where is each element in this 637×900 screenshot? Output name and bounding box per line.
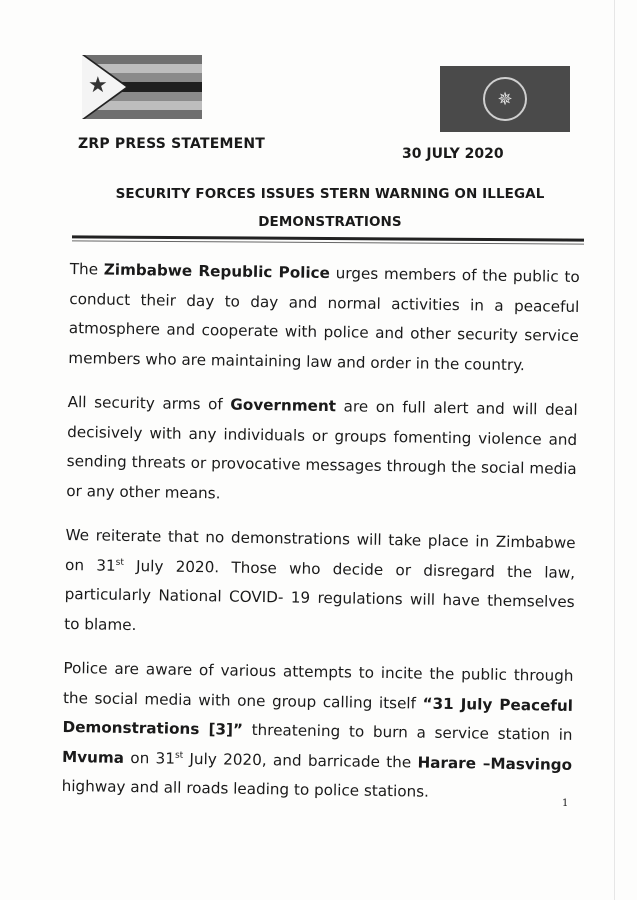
paragraph-1: The Zimbabwe Republic Police urges members of the public to conduct their day to day and normal activities in a peaceful atmosphere and cooperate with police and other security service members who are maintaining law and order in the country. bbox=[68, 259, 580, 374]
paragraph-4: Police are aware of various attempts to incite the public through the social media with one group calling itself “31 July Peaceful Demonstrations [3]” threatening to burn a service station in Mvuma on 31st July 2020, and barricade the Harare –Masvingo highway and all roads leading to police stations. bbox=[61, 658, 574, 801]
page-number: 1 bbox=[562, 798, 569, 809]
statement-body bbox=[61, 255, 580, 824]
statement-title bbox=[60, 180, 600, 236]
press-statement-label: ZRP PRESS STATEMENT bbox=[78, 136, 266, 152]
zimbabwe-flag-icon bbox=[82, 55, 202, 119]
flag-star-icon: ★ bbox=[88, 73, 108, 98]
statement-date: 30 JULY 2020 bbox=[402, 146, 504, 162]
page-edge bbox=[614, 0, 615, 900]
title-line-1: SECURITY FORCES ISSUES STERN WARNING ON ILLEGAL bbox=[115, 186, 545, 202]
paragraph-2: All security arms of Government are on full alert and will deal decisively with any individuals or groups fomenting violence and sending threats or provocative messages through the social media or any other means. bbox=[66, 392, 578, 502]
zrp-emblem-icon bbox=[440, 66, 570, 132]
paragraph-3: We reiterate that no demonstrations will take place in Zimbabwe on 31st July 2020. Those who decide or disregard the law, particularly National COVID- 19 regulations will have themselves to blame. bbox=[64, 525, 576, 634]
title-line-2: DEMONSTRATIONS bbox=[258, 214, 402, 230]
emblem-badge-icon: ✵ bbox=[483, 77, 527, 121]
